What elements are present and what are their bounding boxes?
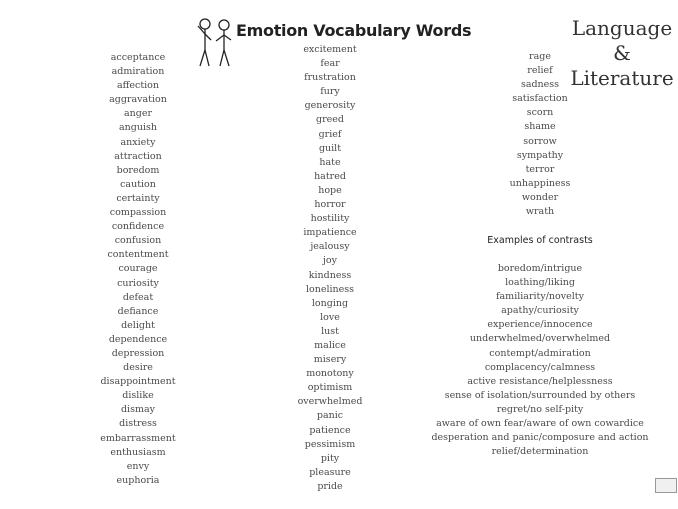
list-item: pleasure [309,466,351,478]
list-item: shame [524,121,556,133]
list-item: defeat [122,291,154,303]
list-item: pride [317,480,343,492]
list-item: sorrow [523,135,557,147]
list-item: anger [123,108,153,120]
list-item: anxiety [120,136,156,148]
list-item: dislike [122,390,154,402]
list-item: pity [320,452,340,464]
list-item: fear [320,58,340,70]
list-item: patience [309,424,351,436]
list-item: affection [116,80,160,92]
list-item: impatience [303,227,357,239]
list-item: rage [529,51,551,62]
list-item: anguish [118,122,157,134]
list-item: jealousy [310,241,350,253]
list-item: aware of own fear/aware of own cowardice [436,418,644,430]
list-item: disappointment [100,376,176,388]
list-item: active resistance/helplessness [467,375,613,387]
list-item: overwhelmed [297,396,363,408]
list-item: misery [313,354,347,366]
list-item: embarrassment [100,432,176,444]
list-item: apathy/curiosity [501,305,579,317]
list-item: hate [319,156,341,168]
list-item: joy [322,255,338,267]
list-item: kindness [308,269,352,281]
list-item: regret/no self-pity [496,403,584,415]
word-column-3 [470,50,610,219]
list-item: desire [123,362,153,374]
stick-figures-icon [196,16,234,70]
list-item: wrath [525,206,555,218]
list-item: sense of isolation/surrounded by others [444,389,636,401]
list-item: hatred [314,170,346,182]
list-item: desperation and panic/composure and action [431,432,649,444]
list-item: curiosity [117,277,159,289]
list-item: contentment [107,249,169,261]
list-item: confidence [111,221,165,233]
list-item: euphoria [116,474,160,486]
list-item: attraction [114,150,162,162]
list-item: terror [525,163,555,175]
list-item: underwhelmed/overwhelmed [469,333,611,345]
list-item: caution [120,178,156,190]
list-item: defiance [117,305,159,317]
subject-line-1: Language & [571,16,673,65]
list-item: courage [118,263,158,275]
list-item: excitement [303,44,357,55]
list-item: fury [320,86,340,98]
list-item: longing [311,297,349,309]
list-item: confusion [114,235,162,247]
list-item: loneliness [305,283,355,295]
list-item: contempt/admiration [489,347,591,359]
publisher-logo [655,478,677,493]
list-item: lust [321,325,339,337]
list-item: scorn [526,107,554,119]
list-item: boredom [116,164,160,176]
list-item: admiration [111,66,165,78]
list-item: enthusiasm [110,446,166,458]
word-column-2 [270,43,390,494]
word-column-1 [78,51,198,488]
list-item: depression [111,347,165,359]
list-item: boredom/intrigue [497,263,583,274]
list-item: frustration [304,72,356,84]
list-item: greed [316,114,344,126]
list-item: unhappiness [509,177,571,189]
list-item: compassion [109,207,167,219]
list-item: envy [126,460,150,472]
list-item: sadness [520,79,560,91]
list-item: dismay [120,404,156,416]
list-item: hostility [310,213,350,225]
list-item: aggravation [109,94,167,106]
list-item: love [320,311,340,323]
list-item: wonder [521,191,559,203]
list-item: hope [318,184,342,196]
list-item: acceptance [110,52,166,63]
list-item: satisfaction [512,93,568,105]
list-item: grief [318,128,342,140]
list-item: loathing/liking [505,277,575,289]
list-item: familiarity/novelty [496,291,584,303]
list-item: certainty [116,192,160,204]
list-item: pessimism [304,438,356,450]
subject-line-2: Literature [570,66,674,90]
contrasts-heading: Examples of contrasts [487,235,593,246]
list-item: complacency/calmness [484,361,596,373]
list-item: sympathy [516,149,564,161]
list-item: generosity [304,100,356,112]
list-item: distress [119,418,157,430]
list-item: delight [121,319,155,331]
list-item: optimism [307,382,353,394]
list-item: relief [527,65,553,77]
list-item: horror [314,199,346,211]
contrasts-list [420,262,660,459]
list-item: guilt [318,142,342,154]
list-item: experience/innocence [487,319,593,331]
list-item: monotony [306,368,354,380]
page-title: Emotion Vocabulary Words [236,21,472,40]
list-item: malice [314,339,346,351]
list-item: relief/determination [491,446,589,458]
list-item: dependence [108,333,168,345]
list-item: panic [316,410,344,422]
